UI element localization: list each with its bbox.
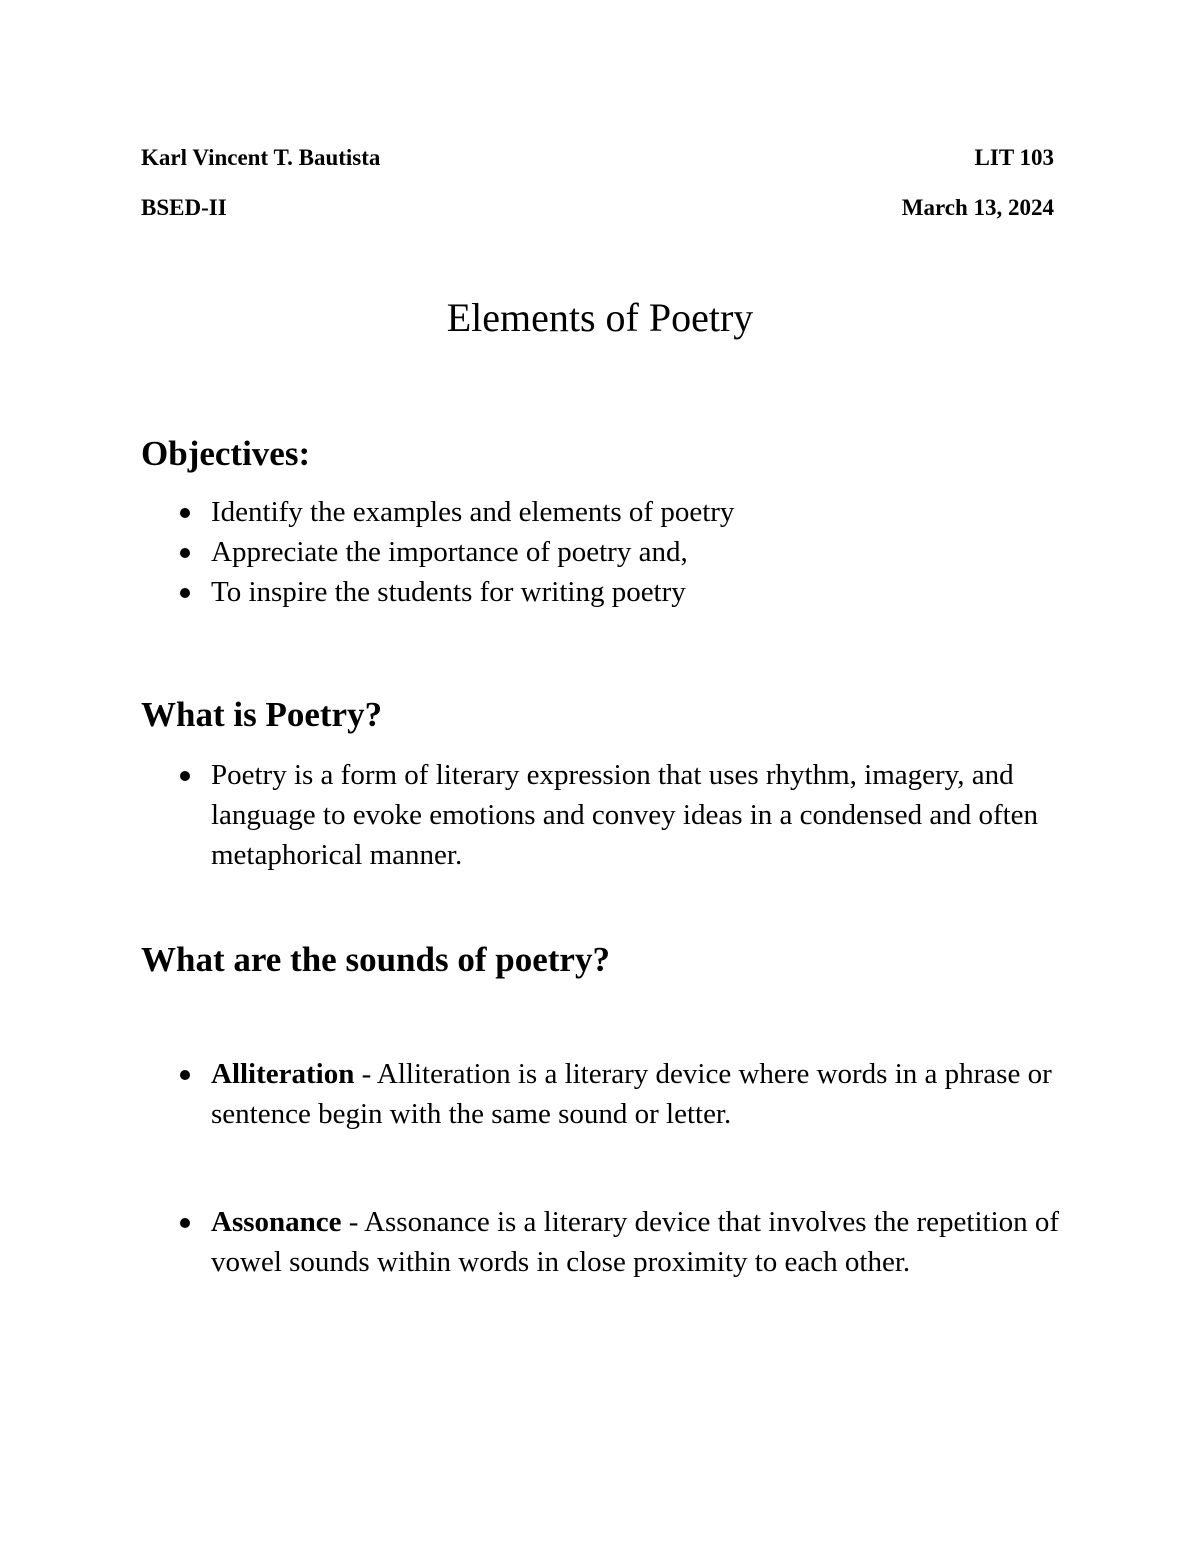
alliteration-list — [0, 1054, 1071, 1134]
definition-text: Poetry is a form of literary expression that uses rhythm, imagery, and language to evoke emotions and convey ideas in a condensed and often metaphorical manner. — [211, 759, 1039, 871]
list-item — [0, 1054, 1071, 1134]
date: March 13, 2024 — [901, 195, 1054, 220]
course-code: LIT 103 — [974, 145, 1054, 170]
objectives-heading: Objectives: — [141, 434, 311, 473]
objectives-list — [0, 492, 1071, 612]
author-name: Karl Vincent T. Bautista — [141, 145, 381, 170]
list-item — [0, 572, 1071, 612]
objective-text: Identify the examples and elements of poetry — [211, 496, 735, 528]
bullet-icon — [180, 588, 190, 598]
objective-text: Appreciate the importance of poetry and, — [211, 536, 688, 568]
assonance-list — [0, 1202, 1071, 1282]
bullet-icon — [180, 1070, 190, 1080]
program: BSED-II — [141, 195, 227, 220]
document-title: Elements of Poetry — [446, 295, 754, 340]
list-item — [0, 532, 1071, 572]
sounds-heading: What are the sounds of poetry? — [141, 940, 610, 979]
list-item — [0, 1202, 1071, 1282]
term-separator: - — [354, 1058, 377, 1090]
list-item — [0, 492, 1071, 532]
term-separator: - — [341, 1206, 365, 1238]
what-is-poetry-list — [0, 755, 1071, 875]
bullet-icon — [180, 548, 190, 558]
list-item — [0, 755, 1071, 875]
assonance-definition: Assonance is a literary device that involves the repetition of vowel sounds within words in close proximity to each other. — [211, 1206, 1060, 1278]
what-is-poetry-heading: What is Poetry? — [141, 695, 383, 734]
alliteration-definition: Alliteration is a literary device where words in a phrase or sentence begin with the same sound or letter. — [211, 1058, 1052, 1130]
term-assonance: Assonance — [211, 1206, 342, 1238]
bullet-icon — [180, 771, 190, 781]
objective-text: To inspire the students for writing poetry — [211, 576, 686, 608]
term-alliteration: Alliteration — [211, 1058, 355, 1090]
bullet-icon — [180, 1218, 190, 1228]
bullet-icon — [180, 508, 190, 518]
